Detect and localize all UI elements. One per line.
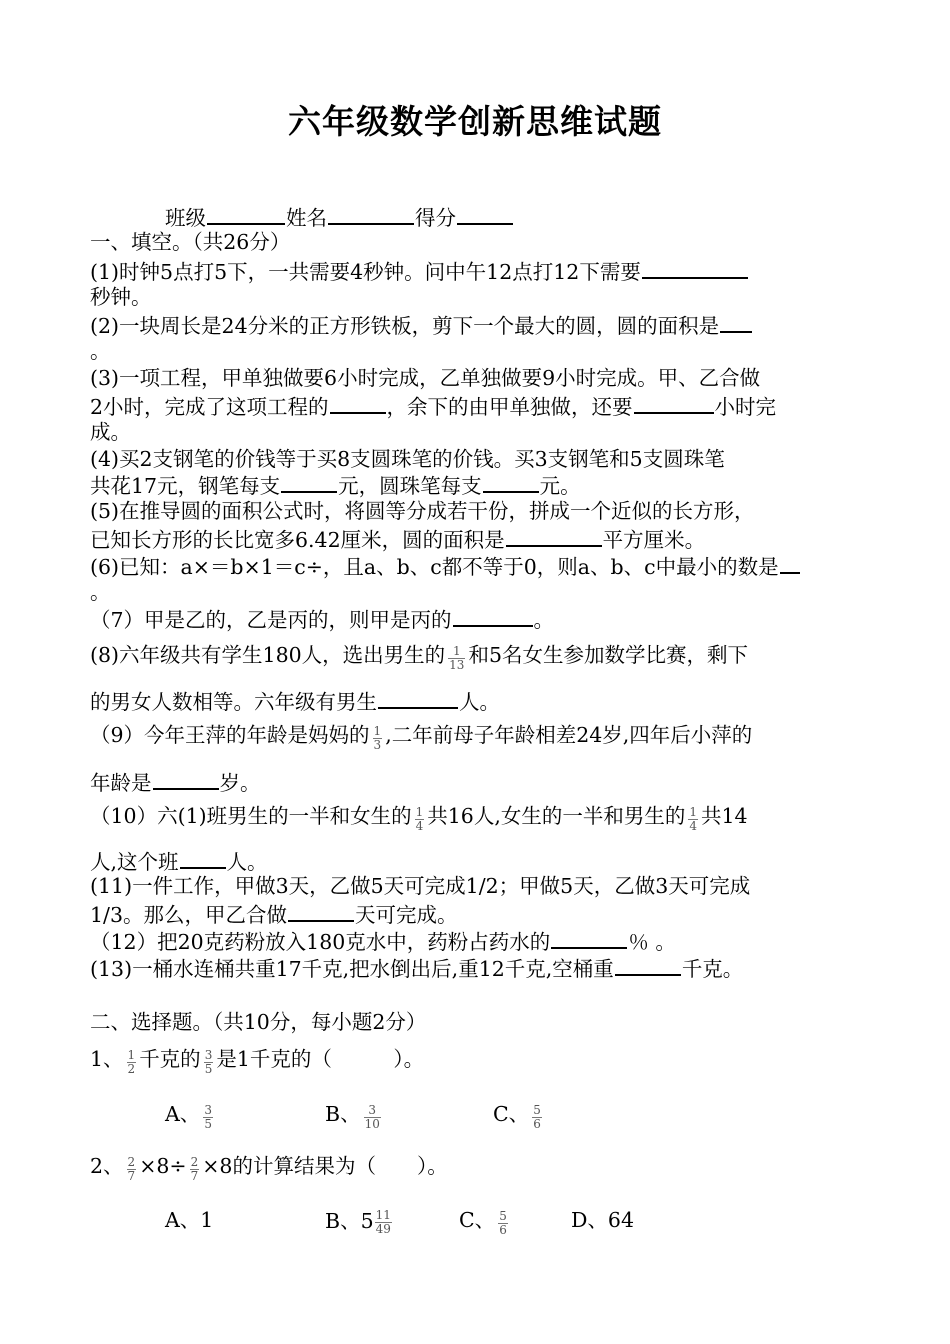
score-label: 得分 [415, 206, 456, 230]
q8-line1 [90, 642, 748, 670]
mc2-option-c[interactable]: C、 $\frac{5}{6}$ [459, 1208, 507, 1237]
q3-line3: 成。 [90, 420, 131, 444]
class-label: 班级 [165, 206, 206, 230]
q11-text-b2: 天可完成。 [355, 903, 458, 927]
q7-text: （7）甲是乙的，乙是丙的，则甲是丙的 [90, 608, 452, 632]
q3-text-b2: ，余下的由甲单独做，还要 [386, 395, 633, 419]
q10-fraction-2: $\frac{1}{4}$ [689, 805, 698, 833]
q13-text-a2: 千克。 [681, 957, 744, 981]
q3-blank-2[interactable] [634, 392, 714, 414]
mc1-fraction-2: $\frac{3}{5}$ [204, 1048, 213, 1076]
q11-line1: (11)一件工作，甲做3天，乙做5天可完成1/2；甲做5天，乙做3天可完成 [90, 874, 751, 898]
q9-text-b2: 岁。 [219, 771, 261, 795]
q10-text-b2: 人。 [226, 850, 268, 874]
q8-text-b1: 的男女人数相等。六年级有男生 [90, 690, 377, 714]
page-title: 六年级数学创新思维试题 [288, 102, 662, 141]
q4-text-b2: 元，圆珠笔每支 [338, 474, 482, 498]
q10-text-b1: 人,这个班 [90, 850, 179, 874]
q12-blank[interactable] [551, 927, 627, 949]
q9-text-a1: （9）今年王萍的年龄是妈妈的 [90, 723, 370, 747]
mc1-option-c[interactable]: C、 $\frac{5}{6}$ [493, 1102, 541, 1131]
q5-blank[interactable] [506, 525, 602, 547]
mc2-question [90, 1153, 448, 1181]
q8-line2 [90, 687, 500, 715]
q9-text-b1: 年龄是 [90, 771, 152, 795]
q6-line2: 。 [90, 580, 111, 604]
q13-blank[interactable] [615, 954, 681, 976]
q13-text-a1: (13)一桶水连桶共重17千克,把水倒出后,重12千克,空桶重 [90, 957, 614, 981]
mc1-text-a2: 千克的 [139, 1047, 201, 1071]
q10-text-a3: 共14 [701, 804, 748, 828]
q9-line1 [90, 722, 752, 750]
q9-fraction: $\frac{1}{3}$ [373, 724, 382, 752]
q3-text-b3: 小时完 [714, 395, 777, 419]
name-label: 姓名 [286, 206, 327, 230]
mc1-option-a[interactable]: A、 $\frac{3}{5}$ [165, 1102, 212, 1131]
mc2-text-a2: ×8÷ [139, 1154, 187, 1178]
mc1-fraction-1: $\frac{1}{2}$ [127, 1048, 136, 1076]
section2-heading: 二、选择题。（共10分，每小题2分） [90, 1010, 427, 1034]
q13-line [90, 954, 743, 982]
mc2-number: 2、 [90, 1154, 124, 1178]
q10-line1 [90, 803, 748, 831]
q6-text: (6)已知：a×＝b×1＝c÷，且a、b、c都不等于0，则a、b、c中最小的数是 [90, 555, 779, 579]
q3-blank-1[interactable] [330, 392, 386, 414]
q9-blank[interactable] [153, 768, 219, 790]
q10-text-a1: （10）六(1)班男生的一半和女生的 [90, 804, 412, 828]
q7-blank[interactable] [453, 605, 533, 627]
section1-heading: 一、填空。（共26分） [90, 230, 291, 254]
q8-text-a1: (8)六年级共有学生180人，选出男生的 [90, 643, 446, 667]
q6-blank[interactable] [780, 552, 800, 574]
name-blank[interactable] [328, 203, 414, 225]
q8-text-b2: 人。 [459, 690, 500, 714]
mc2-option-d[interactable]: D、64 [571, 1208, 635, 1232]
q8-blank[interactable] [378, 687, 458, 709]
q2-line2: 。 [90, 339, 111, 363]
q1-text: (1)时钟5点打5下，一共需要4秒钟。问中午12点打12下需要 [90, 260, 641, 284]
class-blank[interactable] [207, 203, 285, 225]
q2-blank[interactable] [720, 311, 752, 333]
q4-blank-1[interactable] [281, 471, 337, 493]
q3-text-b1: 2小时，完成了这项工程的 [90, 395, 329, 419]
q7-line [90, 605, 554, 633]
q4-text-b1: 共花17元，钢笔每支 [90, 474, 281, 498]
q10-fraction-1: $\frac{1}{4}$ [415, 805, 424, 833]
q5-line2 [90, 525, 705, 553]
mc2-option-a[interactable]: A、1 [165, 1208, 214, 1232]
q12-text-a1: （12）把20克药粉放入180克水中，药粉占药水的 [90, 930, 551, 954]
q4-line2 [90, 471, 581, 499]
q1-blank[interactable] [642, 257, 748, 279]
mc1-option-b[interactable]: B、 $\frac{3}{10}$ [325, 1102, 380, 1131]
mc1-number: 1、 [90, 1047, 124, 1071]
q10-line2 [90, 847, 268, 875]
q9-line2 [90, 768, 261, 796]
q12-text-a2: ％ 。 [628, 930, 676, 954]
q12-line [90, 927, 676, 955]
q9-text-a2: ,二年前母子年龄相差24岁,四年后小萍的 [385, 723, 753, 747]
mc2-fraction-2: $\frac{2}{7}$ [190, 1155, 199, 1183]
q8-text-a2: 和5名女生参加数学比赛，剩下 [468, 643, 748, 667]
mc2-fraction-1: $\frac{2}{7}$ [127, 1155, 136, 1183]
mc2-option-b[interactable]: B、5 $\frac{11}{49}$ [325, 1208, 391, 1236]
q4-blank-2[interactable] [483, 471, 539, 493]
q1-line2: 秒钟。 [90, 285, 152, 309]
q11-text-b1: 1/3。那么，甲乙合做 [90, 903, 287, 927]
q7-text-end: 。 [533, 608, 555, 632]
q4-text-b3: 元。 [539, 474, 581, 498]
q5-text-b1: 已知长方形的长比宽多6.42厘米，圆的面积是 [90, 528, 505, 552]
q3-line2 [90, 392, 776, 420]
mc2-text-a3: ×8的计算结果为（ ）。 [202, 1154, 448, 1178]
q2-line1 [90, 311, 753, 339]
q8-fraction: $\frac{1}{13}$ [449, 644, 465, 672]
q1-line1 [90, 257, 749, 285]
q2-text: (2)一块周长是24分米的正方形铁板，剪下一个最大的圆，圆的面积是 [90, 314, 720, 338]
mc1-question [90, 1046, 424, 1074]
q11-blank[interactable] [288, 900, 354, 922]
student-info-row [165, 203, 514, 231]
q11-line2 [90, 900, 458, 928]
mc1-text-a3: 是1千克的（ ）。 [216, 1047, 425, 1071]
q3-line1: (3)一项工程，甲单独做要6小时完成，乙单独做要9小时完成。甲、乙合做 [90, 366, 761, 390]
q4-line1: (4)买2支钢笔的价钱等于买8支圆珠笔的价钱。买3支钢笔和5支圆珠笔 [90, 447, 725, 471]
q6-line1 [90, 552, 801, 580]
score-blank[interactable] [457, 203, 513, 225]
q10-blank[interactable] [180, 847, 226, 869]
q5-text-b2: 平方厘米。 [602, 528, 706, 552]
q5-line1: (5)在推导圆的面积公式时，将圆等分成若干份，拼成一个近似的长方形， [90, 499, 755, 523]
q10-text-a2: 共16人,女生的一半和男生的 [427, 804, 686, 828]
